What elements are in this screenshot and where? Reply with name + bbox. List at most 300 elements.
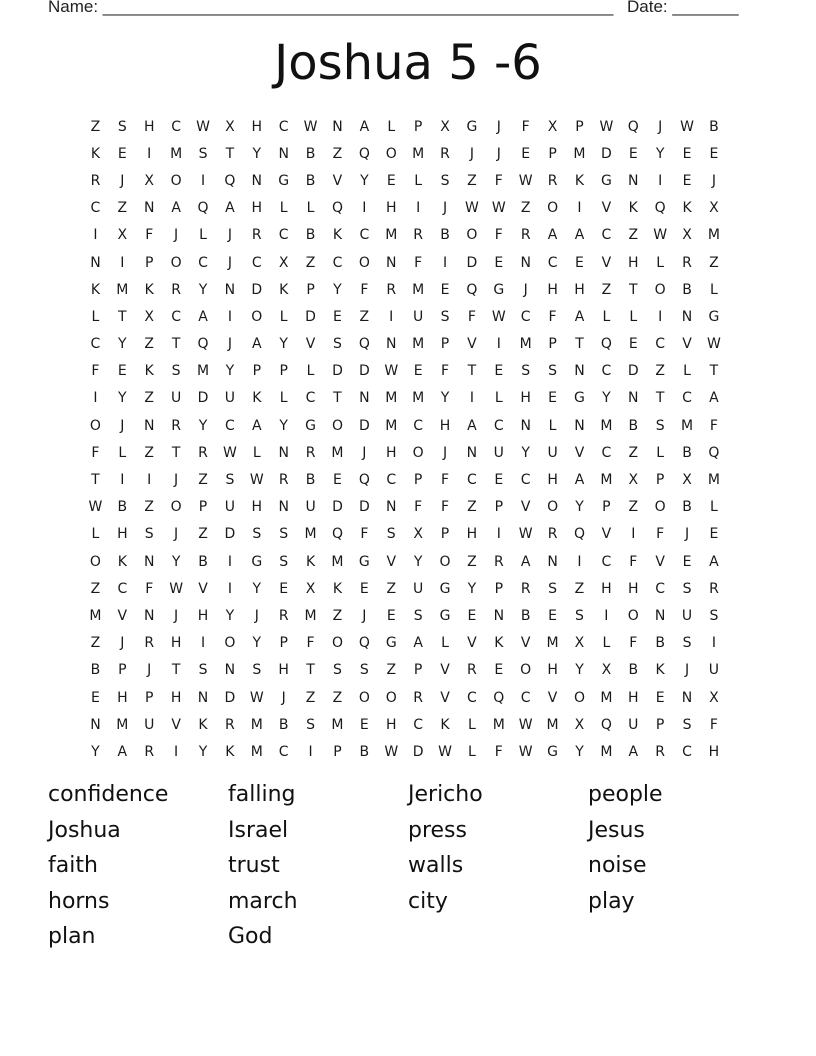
grid-letter: S [279,526,289,543]
grid-letter: Z [144,444,155,461]
grid-letter: Z [198,472,208,489]
grid-letter: H [385,200,397,217]
grid-letter: N [332,118,343,135]
date-field[interactable]: Date: _______ [627,0,739,16]
grid-letter: O [358,254,370,271]
grid-letter: I [658,308,663,325]
grid-letter: R [90,172,101,189]
grid-letter: L [656,444,665,461]
grid-letter: J [120,635,125,652]
grid-letter: Z [90,118,101,135]
grid-letter: X [225,118,235,135]
grid-letter: Z [709,254,719,271]
grid-letter: W [518,172,533,189]
grid-letter: N [143,417,155,434]
grid-letter: G [251,553,263,570]
grid-letter: B [628,417,639,434]
grid-row [82,195,727,222]
grid-row [82,630,727,657]
grid-letter: F [440,499,450,516]
grid-row [82,358,727,385]
grid-letter: M [331,716,344,733]
grid-letter: H [385,716,397,733]
grid-letter: M [412,336,425,353]
grid-letter: L [252,444,261,461]
grid-letter: F [306,635,315,652]
grid-letter: Y [279,417,288,434]
grid-letter: Q [331,526,343,543]
grid-letter: P [413,662,423,679]
grid-letter: K [117,553,127,570]
grid-letter: P [494,499,504,516]
grid-letter: A [574,472,585,489]
grid-letter: C [278,118,289,135]
grid-letter: F [494,743,503,760]
grid-row [82,575,727,602]
grid-letter: S [198,662,208,679]
grid-letter: F [440,472,450,489]
grid-letter: E [494,472,504,489]
grid-letter: B [628,662,639,679]
grid-letter: B [682,499,692,516]
grid-letter: S [521,363,531,380]
grid-letter: L [683,363,691,380]
grid-letter: R [144,635,155,652]
grid-letter: X [144,308,155,325]
grid-letter: R [278,472,289,489]
grid-letter: Y [252,145,262,162]
grid-letter: X [628,472,639,489]
grid-letter: R [278,607,289,624]
grid-letter: F [494,172,503,189]
grid-letter: M [250,716,263,733]
grid-letter: S [413,607,423,624]
grid-letter: F [521,118,530,135]
grid-letter: C [655,580,666,597]
grid-letter: N [278,499,289,516]
grid-letter: N [574,363,585,380]
grid-letter: O [89,417,101,434]
grid-letter: Y [198,417,208,434]
grid-letter: O [654,281,666,298]
grid-letter: A [198,308,208,325]
grid-letter: F [414,499,423,516]
grid-letter: I [200,172,206,189]
grid-letter: J [442,444,448,461]
grid-letter: W [222,444,237,461]
grid-letter: E [333,308,342,325]
grid-letter: K [628,200,638,217]
grid-letter: D [358,417,370,434]
grid-letter: I [604,607,609,624]
grid-letter: J [684,526,690,543]
grid-letter: P [548,336,557,353]
grid-letter: T [333,390,342,407]
grid-letter: L [91,526,100,543]
grid-letter: S [655,417,665,434]
grid-letter: A [171,200,181,217]
grid-letter: Y [225,607,235,624]
grid-letter: I [147,472,152,489]
grid-letter: U [681,607,693,624]
grid-letter: N [466,444,478,461]
grid-letter: A [225,200,235,217]
grid-letter: D [305,308,316,325]
grid-letter: J [362,607,367,624]
grid-letter: S [279,553,289,570]
grid-letter: U [413,308,424,325]
grid-letter: M [680,417,694,434]
grid-letter: L [441,635,449,652]
grid-letter: S [333,336,342,353]
grid-row [82,657,727,684]
grid-letter: S [386,526,396,543]
grid-letter: W [707,336,721,353]
grid-letter: G [600,172,612,189]
grid-letter: O [170,254,182,271]
grid-letter: O [358,689,370,706]
grid-letter: G [574,390,585,407]
grid-letter: U [224,499,236,516]
grid-letter: M [385,227,398,244]
grid-letter: F [360,281,369,298]
grid-letter: T [91,472,100,489]
grid-letter: H [117,689,128,706]
grid-letter: S [117,118,127,135]
grid-letter: C [520,472,531,489]
grid-letter: G [439,580,451,597]
grid-letter: I [577,200,582,217]
grid-letter: R [225,716,235,733]
grid-letter: E [548,390,558,407]
grid-letter: D [627,363,639,380]
grid-letter: W [491,308,506,325]
grid-letter: N [386,499,397,516]
grid-letter: J [174,607,179,624]
grid-letter: S [198,145,208,162]
grid-letter: H [547,472,558,489]
grid-letter: J [174,472,179,489]
grid-letter: Q [600,716,612,733]
grid-letter: K [252,390,262,407]
grid-letter: F [548,308,557,325]
grid-letter: V [655,553,665,570]
grid-letter: F [494,227,503,244]
grid-letter: C [413,417,424,434]
grid-letter: J [442,200,448,217]
grid-letter: G [493,281,505,298]
grid-letter: F [709,417,718,434]
grid-letter: J [711,172,716,189]
grid-letter: L [629,308,638,325]
grid-letter: O [385,689,397,706]
grid-letter: N [654,607,666,624]
grid-letter: R [655,743,666,760]
grid-letter: K [682,200,692,217]
grid-letter: E [413,363,423,380]
grid-letter: X [440,118,450,135]
grid-letter: M [573,145,586,162]
grid-letter: C [278,743,289,760]
grid-letter: H [251,499,263,516]
grid-letter: E [682,172,692,189]
grid-letter: Y [440,390,450,407]
word-list-item: God [228,924,273,950]
grid-letter: P [198,499,208,516]
grid-letter: L [494,390,503,407]
grid-letter: A [117,743,128,760]
grid-letter: A [574,227,585,244]
grid-letter: T [171,336,181,353]
grid-row [82,602,727,629]
grid-letter: B [682,444,692,461]
word-list-item: play [588,888,635,914]
grid-letter: C [90,200,101,217]
grid-letter: S [440,308,450,325]
grid-letter: Y [333,281,342,298]
grid-letter: S [548,363,558,380]
grid-letter: E [91,689,100,706]
grid-letter: M [385,417,398,434]
grid-letter: R [305,444,316,461]
grid-letter: Z [628,444,639,461]
grid-letter: K [90,145,101,162]
grid-letter: M [116,716,129,733]
grid-letter: P [145,254,154,271]
grid-letter: Q [493,689,505,706]
grid-letter: O [412,444,424,461]
grid-letter: C [601,553,612,570]
grid-letter: N [278,444,289,461]
grid-letter: S [548,580,558,597]
grid-letter: F [145,580,154,597]
grid-letter: L [279,308,288,325]
grid-letter: I [362,200,367,217]
grid-letter: O [466,227,478,244]
grid-letter: V [332,172,343,189]
grid-letter: S [333,662,342,679]
grid-letter: H [143,118,155,135]
grid-letter: X [574,716,585,733]
grid-letter: P [279,363,288,380]
grid-letter: C [682,390,692,407]
page-title: Joshua 5 -6 [274,35,542,91]
grid-letter: M [304,607,317,624]
grid-letter: L [279,390,288,407]
grid-letter: O [520,662,532,679]
grid-letter: H [251,118,263,135]
grid-letter: Y [655,145,665,162]
grid-letter: A [628,743,639,760]
grid-letter: H [547,662,558,679]
grid-letter: M [331,553,344,570]
grid-letter: C [601,444,612,461]
grid-letter: X [682,472,692,489]
grid-letter: U [305,499,316,516]
grid-letter: W [518,526,533,543]
grid-letter: M [600,472,613,489]
grid-letter: I [227,553,232,570]
grid-row [82,222,727,249]
grid-letter: A [574,308,585,325]
grid-letter: C [251,254,262,271]
grid-letter: U [413,580,424,597]
grid-letter: P [413,118,423,135]
grid-letter: N [681,689,693,706]
grid-row [82,684,727,711]
name-field[interactable]: Name: ______________________________________________________ [48,0,614,16]
grid-letter: L [656,254,665,271]
grid-letter: T [628,281,638,298]
grid-letter: D [251,281,263,298]
grid-letter: O [331,635,343,652]
grid-letter: V [601,526,612,543]
grid-letter: Z [198,526,208,543]
grid-letter: M [546,635,559,652]
grid-letter: P [252,363,262,380]
grid-letter: R [709,580,719,597]
grid-letter: J [174,526,179,543]
grid-letter: N [143,200,155,217]
grid-letter: M [412,390,425,407]
grid-letter: L [414,172,423,189]
word-list-item: horns [48,888,110,914]
grid-letter: S [682,635,692,652]
grid-letter: N [574,417,585,434]
grid-letter: S [682,716,692,733]
grid-letter: J [362,444,367,461]
word-list-item: confidence [48,782,169,807]
grid-letter: W [303,118,318,135]
grid-letter: D [224,526,236,543]
grid-letter: C [90,336,101,353]
grid-letter: Z [144,499,155,516]
grid-letter: V [171,716,181,733]
grid-letter: Z [386,580,397,597]
grid-letter: Q [358,472,370,489]
grid-letter: Z [90,580,101,597]
grid-letter: Y [252,580,262,597]
word-list-item: plan [48,924,96,950]
grid-letter: S [709,607,719,624]
grid-letter: V [467,635,477,652]
grid-letter: H [385,444,397,461]
grid-letter: N [224,662,236,679]
grid-letter: M [707,227,720,244]
grid-letter: S [440,172,450,189]
grid-letter: K [332,580,343,597]
grid-letter: Z [332,607,343,624]
grid-letter: Y [575,662,584,679]
grid-letter: K [90,281,101,298]
grid-letter: W [169,580,184,597]
grid-letter: E [494,254,504,271]
grid-letter: O [654,499,666,516]
grid-letter: R [144,743,155,760]
grid-letter: E [386,607,396,624]
grid-letter: Q [197,336,209,353]
grid-letter: M [89,607,102,624]
grid-letter: T [171,444,181,461]
grid-letter: R [251,227,262,244]
grid-letter: K [494,635,504,652]
grid-letter: P [440,336,450,353]
grid-letter: Y [413,553,423,570]
grid-letter: S [171,363,181,380]
grid-letter: I [496,526,501,543]
grid-letter: C [305,390,316,407]
grid-letter: G [708,308,720,325]
grid-letter: C [413,716,424,733]
grid-row [82,276,727,303]
grid-letter: Z [90,635,101,652]
grid-letter: N [278,145,289,162]
grid-letter: K [440,716,450,733]
grid-letter: N [628,390,639,407]
grid-letter: C [225,417,235,434]
grid-letter: E [709,526,719,543]
grid-letter: R [682,254,692,271]
grid-letter: L [279,200,288,217]
grid-letter: Y [198,281,208,298]
grid-letter: M [412,281,425,298]
grid-letter: V [601,254,612,271]
grid-letter: C [601,363,612,380]
grid-letter: G [385,635,397,652]
grid-letter: W [196,118,210,135]
grid-letter: X [601,662,612,679]
grid-letter: L [710,499,718,516]
grid-letter: Y [91,743,100,760]
grid-letter: Z [305,689,316,706]
grid-letter: D [332,499,343,516]
grid-letter: C [493,417,504,434]
grid-letter: B [90,662,101,679]
grid-letter: Y [279,336,288,353]
grid-row [82,494,727,521]
grid-letter: B [278,716,289,733]
grid-letter: G [439,607,451,624]
grid-letter: O [573,689,585,706]
grid-letter: T [118,308,127,325]
grid-letter: R [440,145,450,162]
grid-letter: R [467,662,477,679]
grid-letter: W [518,716,533,733]
grid-letter: Z [601,281,612,298]
grid-letter: V [682,336,692,353]
grid-letter: M [412,145,425,162]
grid-letter: C [332,254,343,271]
grid-letter: P [655,472,665,489]
grid-letter: L [710,281,718,298]
grid-letter: I [93,227,98,244]
grid-letter: C [467,472,477,489]
grid-letter: U [170,390,182,407]
grid-letter: A [709,553,719,570]
grid-letter: Q [358,145,370,162]
grid-letter: S [306,716,316,733]
grid-letter: H [547,281,558,298]
grid-letter: Y [360,172,369,189]
grid-row [82,303,727,330]
word-list-item: Joshua [48,817,121,843]
grid-letter: D [358,499,370,516]
grid-letter: M [707,472,720,489]
grid-letter: O [547,499,559,516]
grid-letter: J [658,118,663,135]
word-list-item: people [588,782,663,807]
word-list-item: trust [228,853,280,879]
